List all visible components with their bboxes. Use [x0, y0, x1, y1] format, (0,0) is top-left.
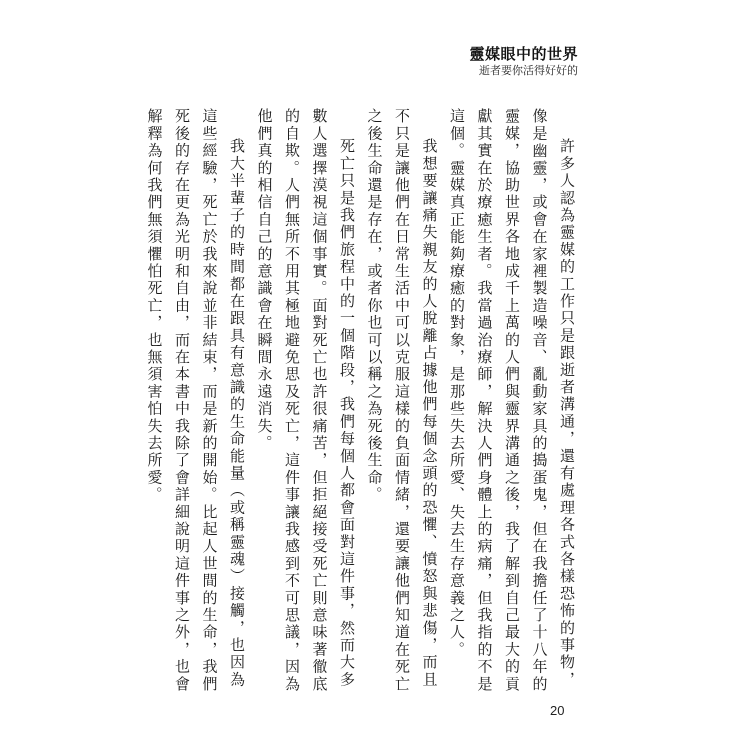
book-title: 靈媒眼中的世界: [469, 45, 578, 63]
paragraph: 死亡只是我們旅程中的一個階段，我們每個人都會面對這件事，然而大多數人選擇漠視這個事實。面對死亡也許很痛苦，但拒絕接受死亡則意味著徹底的自欺。人們無所不用其極地避免思及死亡，這件事讓我感到不可思議，因為他們真的相信自己的意識會在瞬間永遠消失。: [255, 108, 356, 693]
vertical-body-text: [140, 108, 580, 698]
book-subtitle: 逝者要你活得好好的: [479, 64, 578, 77]
running-header: [469, 44, 578, 78]
paragraph: 我想要讓痛失親友的人脫離占據他們每個念頭的恐懼、憤怒與悲傷，而且不只是讓他們在日常生活中可以克服這樣的負面情緒，還要讓他們知道在死亡之後生命還是存在，或者你也可以稱之為死後生命。: [365, 108, 439, 693]
paragraph: 許多人認為靈媒的工作只是跟逝者溝通，還有處理各式各樣恐怖的事物，像是幽靈，或會在家裡製造噪音、亂動家具的搗蛋鬼，但在我擔任了十八年的靈媒，協助世界各地成千上萬的人們與靈界溝通之後，我了解到自己最大的貢獻其實在於療癒生者。我當過治療師，解決人們身體上的病痛，但我指的不是這個。靈媒真正能夠療癒的對象，是那些失去所愛、失去生存意義之人。: [448, 108, 576, 693]
paragraph: 我大半輩子的時間都在跟具有意識的生命能量（或稱靈魂）接觸，也因為這些經驗，死亡於我來說並非結束，而是新的開始。比起人世間的生命，我們死後的存在更為光明和自由，而在本書中我除了會詳細說明這件事之外，也會解釋為何我們無須懼怕死亡，也無須害怕失去所愛。: [145, 108, 246, 693]
page-number: 20: [550, 703, 565, 718]
